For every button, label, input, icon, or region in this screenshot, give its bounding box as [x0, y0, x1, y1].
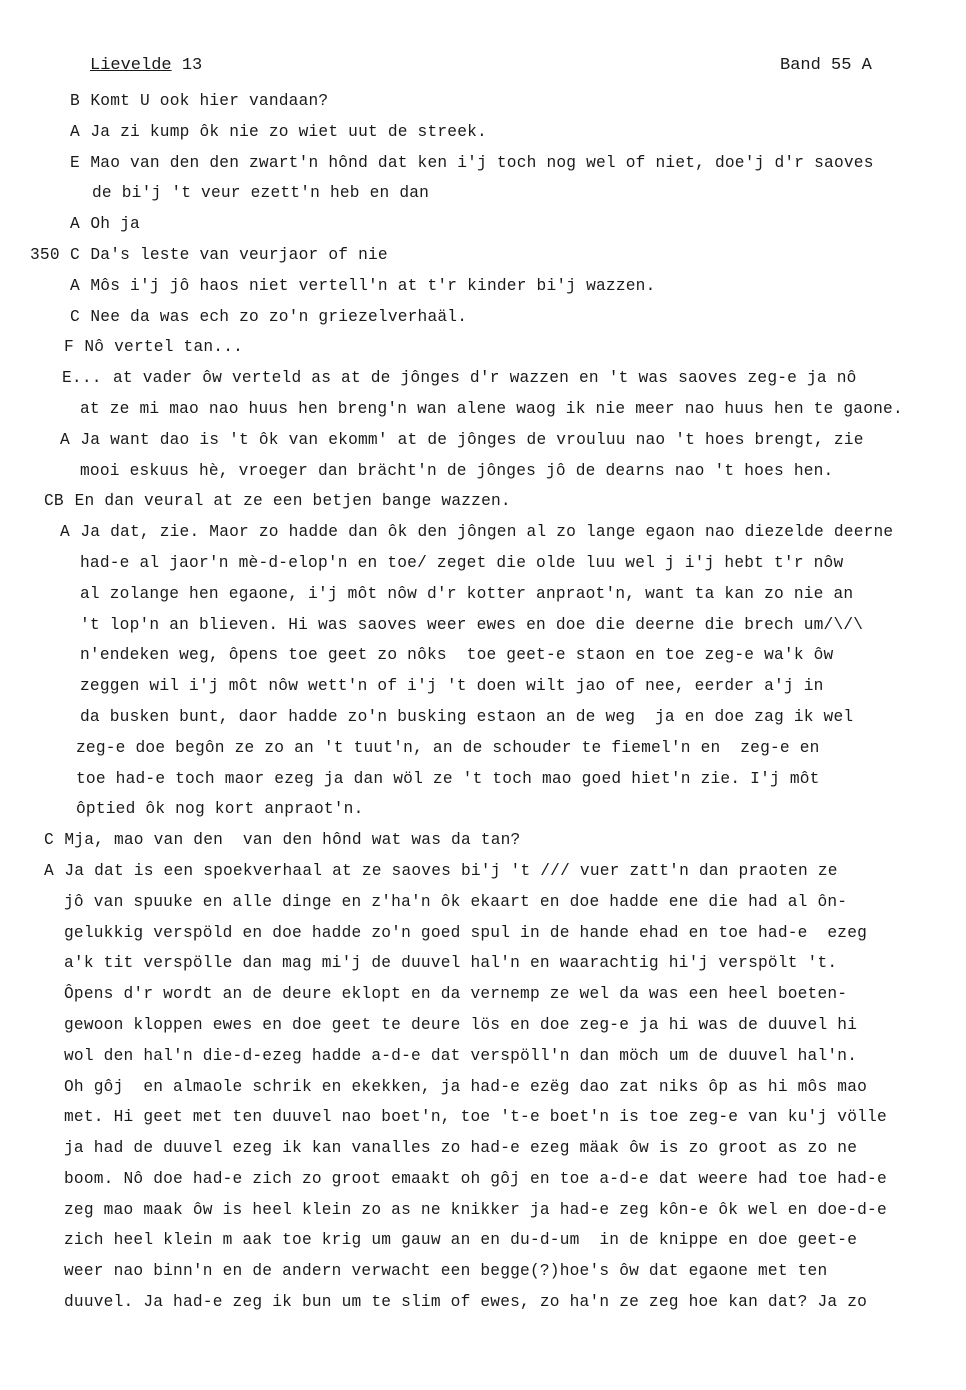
transcript-line [0, 1164, 966, 1195]
speaker-label: B [70, 92, 80, 110]
transcript-line [0, 1256, 966, 1287]
transcript-line [0, 456, 966, 487]
line-text: Komt U ook hier vandaan? [90, 92, 329, 110]
transcript-line [0, 178, 966, 209]
transcript-line [0, 302, 966, 333]
line-text: toe had-e toch maor ezeg ja dan wöl ze 't toch mao goed hiet'n zie. I'j môt [76, 769, 820, 788]
speaker-label: F [64, 338, 74, 357]
line-text: Môs i'j jô haos niet vertell'n at t'r kinder bi'j wazzen. [90, 276, 656, 295]
line-text: at vader ôw verteld as at de jônges d'r wazzen en 't was saoves zeg-e ja nô [113, 369, 857, 388]
line-text: ôptied ôk nog kort anpraot'n. [76, 800, 364, 819]
line-text: Ja dat, zie. Maor zo hadde dan ôk den jôngen al zo lange egaon nao diezelde deerne [80, 523, 894, 542]
speaker-label: A [70, 122, 80, 141]
speaker-label: A [60, 523, 70, 542]
speaker-label: C [70, 245, 80, 264]
transcript-line [0, 240, 966, 271]
speaker-label: A [44, 861, 54, 880]
line-text: Mja, mao van den van den hônd wat was da tan? [64, 831, 521, 850]
transcript-line [0, 918, 966, 949]
transcript-line [0, 425, 966, 456]
transcript-line [0, 517, 966, 548]
line-text: duuvel. Ja had-e zeg ik bun um te slim of ewes, zo ha'n ze zeg hoe kan dat? Ja zo [64, 1293, 868, 1312]
speaker-label: CB [44, 492, 64, 511]
transcript-line [0, 671, 966, 702]
transcript-line [0, 1287, 966, 1318]
transcript-line [0, 794, 966, 825]
transcript-line [0, 825, 966, 856]
line-text: zeggen wil i'j môt nôw wett'n of i'j 't doen wilt jao of nee, eerder a'j in [80, 677, 824, 696]
line-text: weer nao binn'n en de andern verwacht een begge(?)hoe's ôw dat egaone met ten [64, 1262, 828, 1281]
line-text: gewoon kloppen ewes en doe geet te deure lös en doe zeg-e ja hi was de duuvel hi [64, 1015, 858, 1034]
transcript-line [0, 640, 966, 671]
transcript-line [0, 579, 966, 610]
transcript-line [0, 856, 966, 887]
line-text: Oh ja [90, 215, 140, 234]
line-text: mooi eskuus hè, vroeger dan brächt'n de jônges jô de dearns nao 't hoes hen. [80, 461, 834, 480]
line-text: Ja dat is een spoekverhaal at ze saoves bi'j 't /// vuer zatt'n dan praoten ze [64, 861, 838, 880]
line-text: de bi'j 't veur ezett'n heb en dan [92, 184, 430, 203]
header-band: Band 55 A [780, 56, 872, 75]
line-text: Ôpens d'r wordt an de deure eklopt en da vernemp ze wel da was een heel boeten- [64, 985, 848, 1004]
line-text: n'endeken weg, ôpens toe geet zo nôks toe geet-e staon en toe zeg-e wa'k ôw [80, 646, 834, 665]
line-text: ja had de duuvel ezeg ik kan vanalles zo had-e ezeg mäak ôw is zo groot as zo ne [64, 1139, 858, 1158]
speaker-label: E [70, 153, 80, 172]
transcript-line [0, 363, 966, 394]
transcript-line [0, 117, 966, 148]
transcript-line [0, 486, 966, 517]
line-text: Mao van den den zwart'n hônd dat ken i'j toch nog wel of niet, doe'j d'r saoves [90, 153, 874, 172]
transcript-line [0, 1225, 966, 1256]
transcript-lines [0, 86, 966, 1318]
transcript-line [0, 610, 966, 641]
transcript-line [0, 764, 966, 795]
speaker-label: C [44, 831, 54, 850]
line-number: 350 [30, 245, 60, 264]
speaker-label: E... [62, 369, 102, 388]
line-text: Da's leste van veurjaor of nie [90, 245, 388, 264]
transcript-line [0, 887, 966, 918]
line-text: Ja zi kump ôk nie zo wiet uut de streek. [90, 122, 487, 141]
transcript-line [0, 1041, 966, 1072]
header-place-name: Lievelde [90, 56, 172, 75]
line-text: boom. Nô doe had-e zich zo groot emaakt oh gôj en toe a-d-e dat weere had toe had-e [64, 1169, 887, 1188]
transcript-line [0, 548, 966, 579]
speaker-label: C [70, 307, 80, 326]
transcript-line [0, 979, 966, 1010]
line-text: jô van spuuke en alle dinge en z'ha'n ôk ekaart en doe hadde ene die had al ôn- [64, 892, 848, 911]
transcript-line [0, 1102, 966, 1133]
transcript-line [0, 948, 966, 979]
line-text: Oh gôj en almaole schrik en ekekken, ja had-e ezëg dao zat niks ôp as hi môs mao [64, 1077, 868, 1096]
line-text: met. Hi geet met ten duuvel nao boet'n, toe 't-e boet'n is toe zeg-e van ku'j völle [64, 1108, 887, 1127]
transcript-line [0, 1010, 966, 1041]
line-text: zich heel klein m aak toe krig um gauw an en du-d-um in de knippe en doe geet-e [64, 1231, 858, 1250]
line-text: at ze mi mao nao huus hen breng'n wan alene waog ik nie meer nao huus hen te gaone. [80, 399, 903, 418]
transcript-line [0, 148, 966, 179]
line-text: zeg-e doe begôn ze zo an 't tuut'n, an de schouder te fiemel'n en zeg-e en [76, 738, 820, 757]
line-text: zeg mao maak ôw is heel klein zo as ne knikker ja had-e zeg kôn-e ôk wel en doe-d-e [64, 1200, 887, 1219]
line-text: al zolange hen egaone, i'j môt nôw d'r kotter anpraot'n, want ta kan zo nie an [80, 584, 854, 603]
line-text: En dan veural at ze een betjen bange wazzen. [74, 492, 511, 511]
speaker-label: A [70, 215, 80, 234]
line-text: Ja want dao is 't ôk van ekomm' at de jônges de vrouluu nao 't hoes brengt, zie [80, 430, 864, 449]
header-place-number: 13 [181, 56, 203, 75]
line-text: Nee da was ech zo zo'n griezelverhaäl. [90, 307, 468, 326]
header-place [90, 56, 202, 75]
line-text: a'k tit verspölle dan mag mi'j de duuvel hal'n en waarachtig hi'j verspölt 't. [64, 954, 838, 973]
line-text: Nô vertel tan... [84, 338, 244, 357]
line-text: 't lop'n an blieven. Hi was saoves weer ewes en doe die deerne die brech um/\/\ [80, 615, 864, 634]
line-text: da busken bunt, daor hadde zo'n busking estaon an de weg ja en doe zag ik wel [80, 707, 854, 726]
transcript-line [0, 1195, 966, 1226]
line-text: wol den hal'n die-d-ezeg hadde a-d-e dat verspöll'n dan möch um de duuvel hal'n. [64, 1046, 858, 1065]
speaker-label: A [70, 276, 80, 295]
transcript-line [0, 271, 966, 302]
speaker-label: A [60, 430, 70, 449]
transcript-line [0, 1072, 966, 1103]
transcript-line [0, 209, 966, 240]
transcript-line [0, 733, 966, 764]
transcript-line [0, 702, 966, 733]
line-text: gelukkig verspöld en doe hadde zo'n goed spul in de hande ehad en toe had-e ezeg [64, 923, 868, 942]
transcript-line [0, 394, 966, 425]
transcript-line [0, 1133, 966, 1164]
transcript-line [0, 332, 966, 363]
line-text: had-e al jaor'n mè-d-elop'n en toe/ zeget die olde luu wel j i'j hebt t'r nôw [80, 553, 844, 572]
transcript-line [0, 86, 966, 117]
